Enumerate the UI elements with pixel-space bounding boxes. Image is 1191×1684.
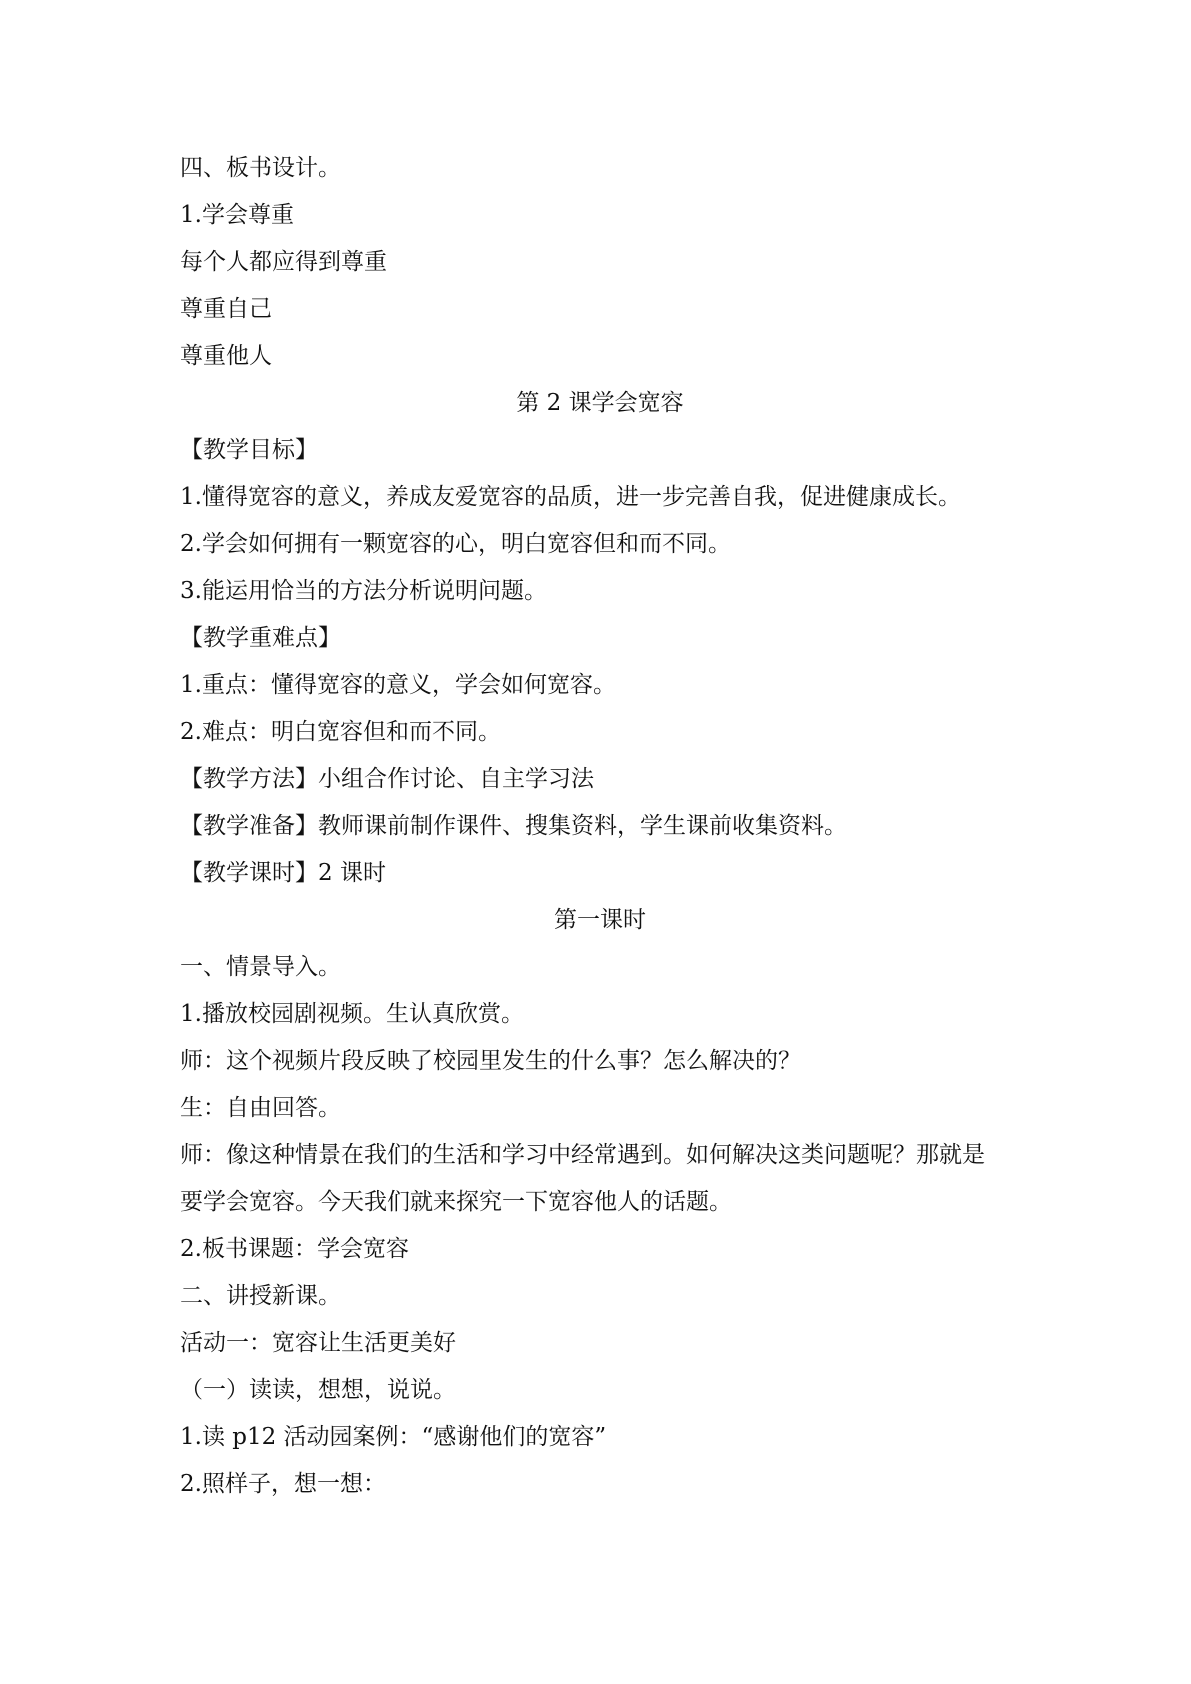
goal-item-1: 1.懂得宽容的意义，养成友爱宽容的品质，进一步完善自我，促进健康成长。 [180,484,961,510]
activity-subsection-1: （一）读读，想想，说说。 [180,1377,456,1403]
board-item-everyone-respected: 每个人都应得到尊重 [180,249,387,275]
teaching-goals-heading: 【教学目标】 [180,437,318,463]
board-item-learn-respect: 1.学会尊重 [180,202,294,228]
key-point-item: 1.重点：懂得宽容的意义，学会如何宽容。 [180,672,616,698]
goal-item-3: 3.能运用恰当的方法分析说明问题。 [180,578,547,604]
activity-step-2: 2.照样子，想一想： [180,1471,386,1497]
intro-step-1: 1.播放校园剧视频。生认真欣赏。 [180,1001,524,1027]
goal-item-2: 2.学会如何拥有一颗宽容的心，明白宽容但和而不同。 [180,531,731,557]
board-item-respect-others: 尊重他人 [180,343,272,369]
teaching-preparation-line: 【教学准备】教师课前制作课件、搜集资料，学生课前收集资料。 [180,813,847,839]
teacher-question: 师：这个视频片段反映了校园里发生的什么事？怎么解决的？ [180,1048,801,1074]
section-heading-scene-intro: 一、情景导入。 [180,954,341,980]
difficult-point-item: 2.难点：明白宽容但和而不同。 [180,719,501,745]
teaching-periods-line: 【教学课时】2 课时 [180,860,386,886]
first-period-title: 第一课时 [554,907,646,933]
intro-step-2: 2.板书课题：学会宽容 [180,1236,409,1262]
section-heading-new-lesson: 二、讲授新课。 [180,1283,341,1309]
teacher-statement-line-1: 师：像这种情景在我们的生活和学习中经常遇到。如何解决这类问题呢？那就是 [180,1142,985,1168]
key-difficult-points-heading: 【教学重难点】 [180,625,341,651]
activity-one-title: 活动一：宽容让生活更美好 [180,1330,456,1356]
board-item-respect-self: 尊重自己 [180,296,272,322]
activity-step-1: 1.读 p12 活动园案例：“感谢他们的宽容” [180,1424,607,1450]
document-body [180,145,1020,1508]
section-heading-board-design: 四、板书设计。 [180,155,341,181]
teacher-statement-line-2: 要学会宽容。今天我们就来探究一下宽容他人的话题。 [180,1189,732,1215]
student-answer: 生：自由回答。 [180,1095,341,1121]
lesson-title: 第 2 课学会宽容 [516,390,684,416]
teaching-method-line: 【教学方法】小组合作讨论、自主学习法 [180,766,594,792]
